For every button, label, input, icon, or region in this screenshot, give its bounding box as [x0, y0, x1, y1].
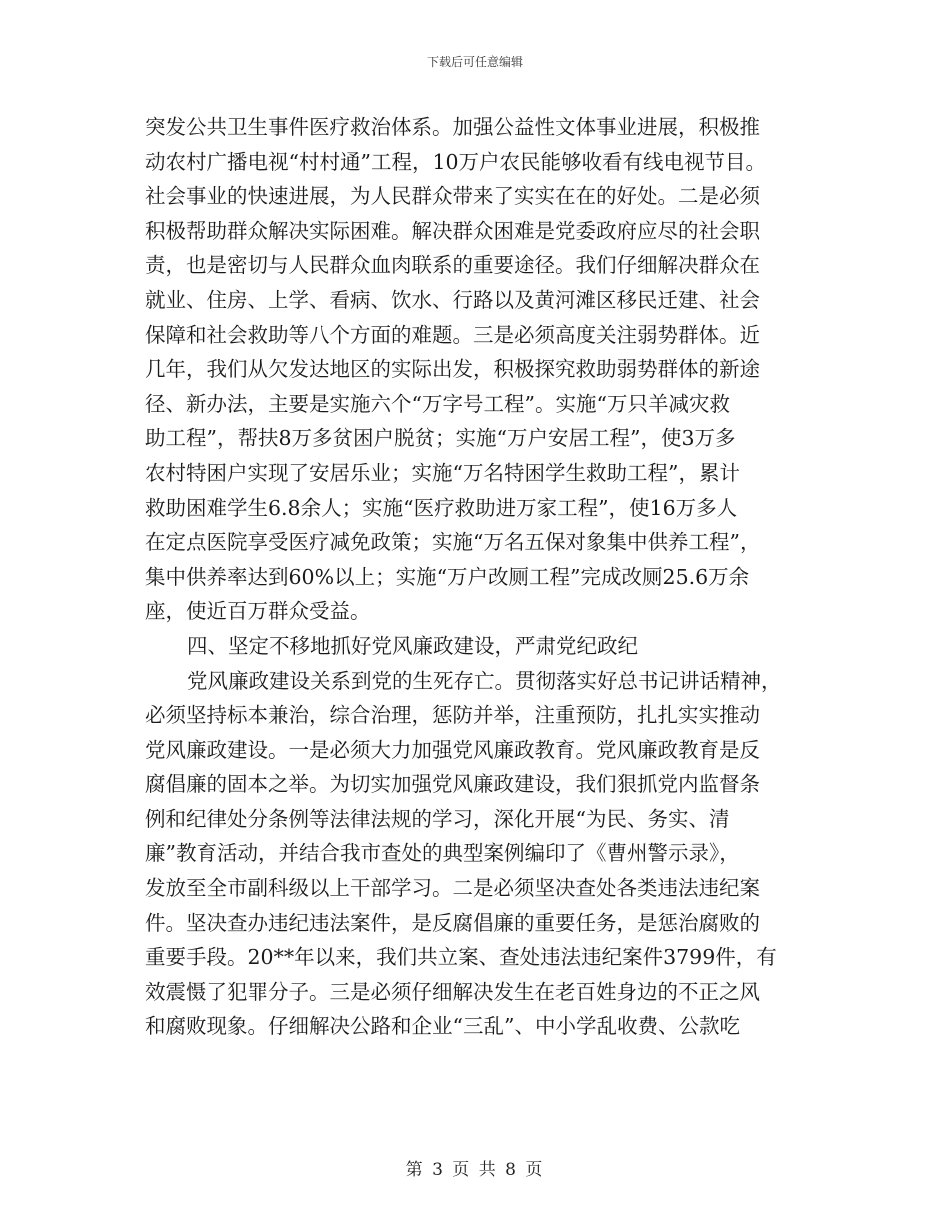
text-line: 重要手段。20**年以来，我们共立案、查处违法违纪案件3799件，有 — [145, 945, 777, 970]
text-line: 党风廉政建设。一是必须大力加强党风廉政教育。党风廉政教育是反 — [145, 737, 760, 762]
text-line: 座，使近百万群众受益。 — [145, 599, 371, 624]
text-line: 动农村广播电视“村村通”工程，10万户农民能够收看有线电视节目。 — [145, 149, 767, 174]
text-line: 在定点医院享受医疗减免政策；实施“万名五保对象集中供养工程”， — [145, 530, 761, 555]
text-line: 社会事业的快速进展，为人民群众带来了实实在在的好处。二是必须 — [145, 184, 760, 209]
text-line: 几年，我们从欠发达地区的实际出发，积极探究救助弱势群体的新途 — [145, 357, 760, 382]
text-line: 件。坚决查办违纪违法案件，是反腐倡廉的重要任务，是惩治腐败的 — [145, 910, 760, 935]
section-heading: 四、坚定不移地抓好党风廉政建设，严肃党纪政纪 — [187, 633, 638, 658]
text-line: 助工程”，帮扶8万多贫困户脱贫；实施“万户安居工程”，使3万多 — [145, 426, 736, 451]
text-line: 突发公共卫生事件医疗救治体系。加强公益性文体事业进展，积极推 — [145, 115, 760, 139]
text-line: 就业、住房、上学、看病、饮水、行路以及黄河滩区移民迁建、社会 — [145, 287, 760, 312]
text-line: 积极帮助群众解决实际困难。解决群众困难是党委政府应尽的社会职 — [145, 218, 760, 243]
text-line: 例和纪律处分条例等法律法规的学习，深化开展“为民、务实、清 — [145, 806, 730, 831]
text-line: 农村特困户实现了安居乐业；实施“万名特困学生救助工程”，累计 — [145, 460, 740, 485]
page-header: 下载后可任意编辑 — [426, 55, 523, 69]
text-line: 党风廉政建设关系到党的生死存亡。贯彻落实好总书记讲话精神， — [187, 668, 782, 693]
text-line: 必须坚持标本兼治，综合治理，惩防并举，注重预防，扎扎实实推动 — [145, 703, 760, 728]
text-line: 腐倡廉的固本之举。为切实加强党风廉政建设，我们狠抓党内监督条 — [145, 772, 760, 797]
text-line: 廉”教育活动，并结合我市查处的典型案例编印了《曹州警示录》， — [145, 841, 740, 866]
text-line: 保障和社会救助等八个方面的难题。三是必须高度关注弱势群体。近 — [145, 322, 760, 347]
text-line: 发放至全市副科级以上干部学习。二是必须坚决查处各类违法违纪案 — [145, 876, 760, 901]
text-line: 径、新办法，主要是实施六个“万字号工程”。实施“万只羊减灾救 — [145, 391, 730, 416]
text-line: 责，也是密切与人民群众血肉联系的重要途径。我们仔细解决群众在 — [145, 253, 760, 278]
text-line: 救助困难学生6.8余人；实施“医疗救助进万家工程”，使16万多人 — [145, 495, 738, 520]
text-line: 集中供养率达到60%以上；实施“万户改厕工程”完成改厕25.6万余 — [145, 564, 750, 589]
page-footer: 第 3 页 共 8 页 — [405, 1160, 545, 1180]
document-body — [145, 110, 813, 1044]
text-line: 效震慑了犯罪分子。三是必须仔细解决发生在老百姓身边的不正之风 — [145, 979, 760, 1004]
text-line: 和腐败现象。仔细解决公路和企业“三乱”、中小学乱收费、公款吃 — [145, 1014, 740, 1039]
